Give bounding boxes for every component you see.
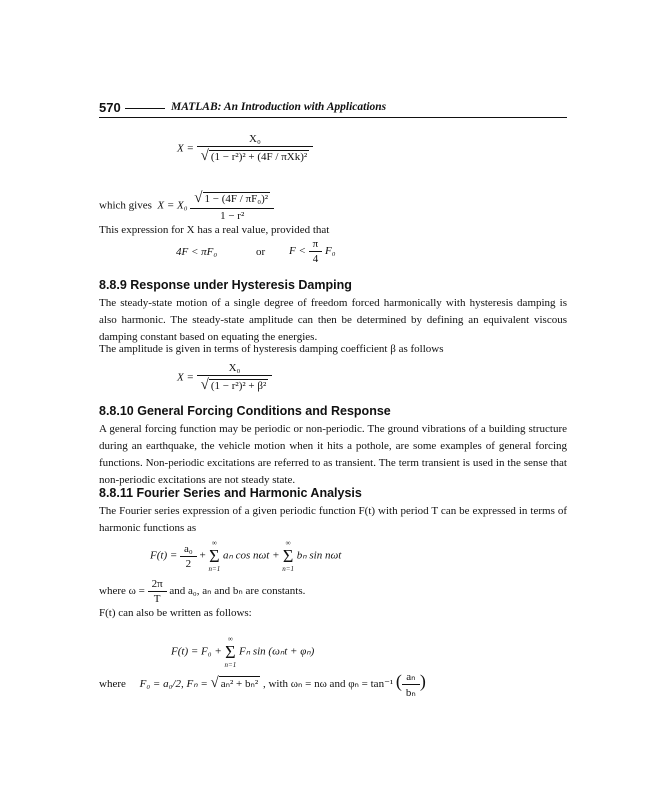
sigma-bottom: n=1 (224, 661, 237, 669)
equation-alt-form (171, 634, 314, 670)
equation-hysteresis (177, 362, 272, 394)
where2-num: aₙ (406, 671, 416, 683)
sigma-top: ∞ (285, 539, 291, 547)
equation-fourier-series (150, 538, 341, 574)
fourier-term2: bₙ sin nωt (296, 549, 342, 562)
gives-denominator: 1 − r² (190, 208, 274, 222)
sigma-bottom: n=1 (208, 565, 221, 573)
header-rule (99, 117, 567, 118)
alt-lhs: F(t) = F₀ + (171, 645, 222, 658)
paragraph-hysteresis-1: The steady-state motion of a single degree of freedom forced harmonically with hysteresis damping is also harmonic. The steady-state amplitude can then be determined by defining an equivalent viscous damping constant based on equating the energies. (99, 297, 567, 343)
paragraph-alt-form: F(t) can also be written as follows: (99, 607, 252, 619)
eq-denominator: √ (1 − r²)² + (4F / πXk)² (197, 146, 314, 165)
sigma-symbol: ∞ Σ n=1 (224, 635, 237, 669)
equation-which-gives (99, 190, 274, 222)
hyst-fraction (197, 362, 273, 394)
header-dash (125, 108, 165, 109)
where2-body: F₀ = a₀/2, Fₙ = (139, 678, 208, 691)
gives-numerator: √ 1 − (4F / πF₀)² (194, 190, 269, 206)
hyst-numerator: X₀ (228, 362, 241, 374)
equation-condition-right (289, 238, 336, 265)
sigma-top: ∞ (211, 539, 217, 547)
fourier-a0-num: a₀ (184, 542, 193, 555)
hyst-lhs: X = (177, 371, 194, 384)
section-heading-8-8-11: 8.8.11 Fourier Series and Harmonic Analysis (99, 486, 362, 500)
equation-x-amplitude (177, 133, 313, 165)
sigma-symbol: ∞ Σ n=1 (282, 539, 294, 573)
gives-lhs: X = X₀ (157, 199, 188, 212)
gives-prefix: which gives (99, 199, 152, 212)
where1-tail: and a₀, aₙ and bₙ are constants. (169, 585, 306, 598)
where2-fraction (402, 670, 420, 699)
cond-fraction (309, 238, 323, 265)
fourier-a0-fraction (180, 543, 197, 570)
where1-den: T (148, 591, 167, 605)
where1-num: 2π (151, 578, 163, 590)
eq-fraction (197, 133, 314, 165)
page-number: 570 (99, 100, 121, 115)
equation-where-omega (99, 578, 305, 605)
cond-left: 4F < πF₀ (176, 246, 218, 258)
paragraph-real-value: This expression for X has a real value, provided that (99, 224, 330, 236)
eq-lhs: X = (177, 142, 194, 155)
equation-where-f0: where F₀ = a₀/2, Fₙ = √ aₙ² + bₙ² , with ωₙ = nω and φₙ = tan⁻¹ ( $\frac{\text{aₙ}}{\text{bₙ}}$ ) (99, 671, 426, 699)
hyst-denominator: √ (1 − r²)² + β² (197, 375, 273, 394)
where1-prefix: where ω = (99, 585, 145, 598)
sigma-bottom: n=1 (282, 565, 294, 573)
where2-den: bₙ (402, 684, 420, 699)
sigma-top: ∞ (227, 635, 233, 643)
book-title: MATLAB: An Introduction with Applications (171, 101, 387, 113)
section-heading-8-8-9: 8.8.9 Response under Hysteresis Damping (99, 278, 352, 292)
cond-or: or (256, 246, 266, 258)
gives-fraction (190, 190, 274, 222)
section-heading-8-8-10: 8.8.10 General Forcing Conditions and Response (99, 404, 391, 418)
fourier-a0-den: 2 (180, 556, 197, 570)
cond-denominator: 4 (309, 251, 323, 265)
where2-mid: , with ωₙ = nω and φₙ = tan⁻¹ (262, 678, 394, 691)
eq-numerator: X₀ (249, 133, 261, 145)
cond-right-lhs: F < (289, 245, 306, 258)
sigma-symbol: ∞ Σ n=1 (208, 539, 221, 573)
alt-term: Fₙ sin (ωₙt + φₙ) (238, 645, 315, 658)
equation-condition (176, 246, 217, 258)
cond-numerator: π (312, 238, 319, 250)
fourier-plus: + (199, 549, 206, 562)
fourier-term1: aₙ cos nωt + (222, 549, 280, 562)
paragraph-fourier-intro: The Fourier series expression of a given periodic function F(t) with period T can be expressed in terms of harmonic functions as (99, 505, 567, 534)
paragraph-general-forcing: A general forcing function may be periodic or non-periodic. The ground vibrations of a building structure during an earthquake, the vehicle motion when it hits a pothole, are some examples of general forcing functions. Non-periodic excitations are referred to as transient. The term transient is used in the sense that non-periodic excitations are not steady state. (99, 423, 567, 486)
paragraph-hysteresis-2: The amplitude is given in terms of hysteresis damping coefficient β as follows (99, 343, 444, 355)
where2-sqrt: aₙ² + bₙ² (220, 678, 259, 691)
where2-prefix: where (99, 678, 126, 691)
fourier-lhs: F(t) = (150, 549, 178, 562)
cond-right-tail: F₀ (324, 245, 336, 258)
running-header (99, 99, 567, 117)
where1-fraction (148, 578, 167, 605)
